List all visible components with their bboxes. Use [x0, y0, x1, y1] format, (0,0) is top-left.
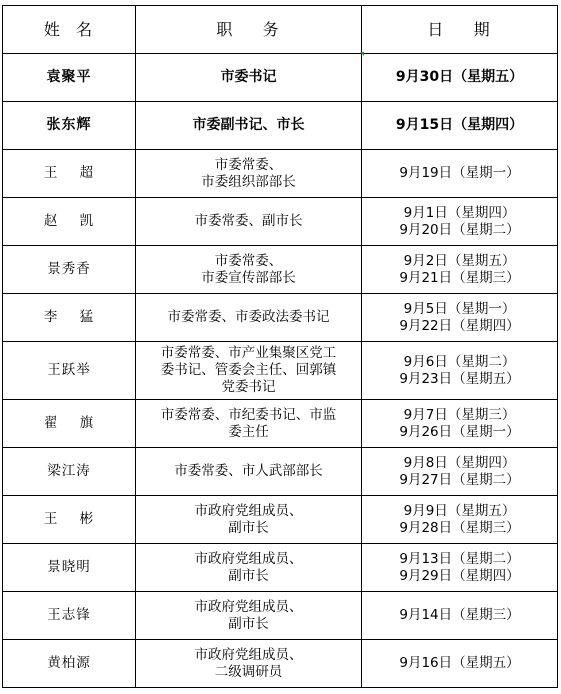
table-row [3, 54, 558, 102]
cell-name: 梁江涛 [3, 448, 136, 496]
cell-date [362, 198, 558, 246]
cell-role [136, 198, 362, 246]
role-line: 市委常委、市纪委书记、市监 [160, 406, 337, 423]
cell-name: 王 彬 [3, 496, 136, 544]
cell-name: 王跃举 [3, 342, 136, 400]
role-line: 市委常委、 [214, 252, 283, 269]
date-line: 9月28日（星期三） [399, 519, 520, 536]
cell-role [136, 640, 362, 688]
cell-date [362, 544, 558, 592]
cell-role [136, 496, 362, 544]
cell-role [136, 592, 362, 640]
role-line: 市委组织部部长 [201, 173, 296, 190]
table-row [3, 448, 558, 496]
cell-date [362, 342, 558, 400]
cell-date [362, 54, 558, 102]
date-line: 9月6日（星期二） [403, 353, 516, 370]
table-row [3, 198, 558, 246]
table-row [3, 246, 558, 294]
role-line: 市委常委、市人武部部长 [174, 463, 323, 479]
role-line: 市委常委、 [214, 156, 283, 173]
role-line: 市委宣传部部长 [201, 269, 296, 286]
role-line: 市政府党组成员、 [194, 646, 303, 663]
cell-role [136, 246, 362, 294]
date-line: 9月16日（星期五） [399, 655, 520, 671]
date-line: 9月22日（星期四） [399, 317, 520, 334]
role-line: 副市长 [228, 567, 269, 584]
cell-date [362, 448, 558, 496]
cell-name: 景秀香 [3, 246, 136, 294]
table-row [3, 592, 558, 640]
cell-date [362, 246, 558, 294]
date-line: 9月26日（星期一） [399, 423, 520, 440]
date-line: 9月13日（星期二） [399, 550, 520, 567]
role-line: 市政府党组成员、 [194, 598, 303, 615]
cell-role [136, 54, 362, 102]
table-row [3, 400, 558, 448]
role-line: 市政府党组成员、 [194, 502, 303, 519]
cell-role [136, 294, 362, 342]
role-line: 党委书记 [221, 379, 276, 395]
cell-name: 景晓明 [3, 544, 136, 592]
cell-role [136, 448, 362, 496]
cell-name: 赵 凯 [3, 198, 136, 246]
cell-date [362, 400, 558, 448]
date-line: 9月27日（星期二） [399, 471, 520, 488]
cell-role [136, 102, 362, 150]
date-line: 9月7日（星期三） [403, 406, 516, 423]
date-line: 9月21日（星期三） [399, 269, 520, 286]
date-line: 9月20日（星期二） [399, 221, 520, 238]
header-name: 姓 名 [3, 6, 136, 54]
cell-corner-marker [360, 52, 364, 56]
table-body [3, 54, 558, 688]
date-line: 9月5日（星期一） [403, 300, 516, 317]
role-line: 市委常委、市产业集聚区党工 [160, 345, 337, 361]
role-line: 市委书记 [220, 69, 277, 85]
date-line: 9月2日（星期五） [403, 252, 516, 269]
cell-name: 张东辉 [3, 102, 136, 150]
date-line: 9月9日（星期五） [403, 502, 516, 519]
date-line: 9月15日（星期四） [395, 117, 524, 133]
cell-name: 王志锋 [3, 592, 136, 640]
header-row [3, 6, 558, 54]
role-line: 市委副书记、市长 [192, 117, 305, 133]
date-line: 9月23日（星期五） [399, 370, 520, 387]
table-row [3, 294, 558, 342]
header-date: 日 期 [362, 6, 558, 54]
table-row [3, 342, 558, 400]
role-line: 市委常委、副市长 [194, 213, 303, 229]
cell-date [362, 592, 558, 640]
role-line: 副市长 [228, 519, 269, 536]
role-line: 副市长 [228, 615, 269, 632]
date-line: 9月1日（星期四） [403, 204, 516, 221]
role-line: 市委常委、市委政法委书记 [167, 309, 330, 325]
table-row [3, 496, 558, 544]
date-line: 9月30日（星期五） [395, 69, 524, 85]
cell-name: 袁聚平 [3, 54, 136, 102]
schedule-table [2, 5, 558, 688]
cell-role [136, 342, 362, 400]
cell-date [362, 640, 558, 688]
role-line: 二级调研员 [214, 663, 283, 680]
role-line: 委书记、管委会主任、回郭镇 [160, 362, 337, 378]
cell-role [136, 544, 362, 592]
cell-date [362, 496, 558, 544]
header-role: 职 务 [136, 6, 362, 54]
table-row [3, 544, 558, 592]
cell-name: 黄柏源 [3, 640, 136, 688]
cell-name: 翟 旗 [3, 400, 136, 448]
cell-date [362, 294, 558, 342]
cell-role [136, 400, 362, 448]
date-line: 9月8日（星期四） [403, 454, 516, 471]
table-row [3, 150, 558, 198]
cell-role [136, 150, 362, 198]
table-row [3, 640, 558, 688]
date-line: 9月29日（星期四） [399, 567, 520, 584]
cell-name: 李 猛 [3, 294, 136, 342]
date-line: 9月19日（星期一） [399, 165, 520, 181]
cell-name: 王 超 [3, 150, 136, 198]
role-line: 委主任 [228, 423, 269, 440]
cell-date [362, 102, 558, 150]
role-line: 市政府党组成员、 [194, 550, 303, 567]
date-line: 9月14日（星期三） [399, 607, 520, 623]
table-row [3, 102, 558, 150]
cell-date [362, 150, 558, 198]
